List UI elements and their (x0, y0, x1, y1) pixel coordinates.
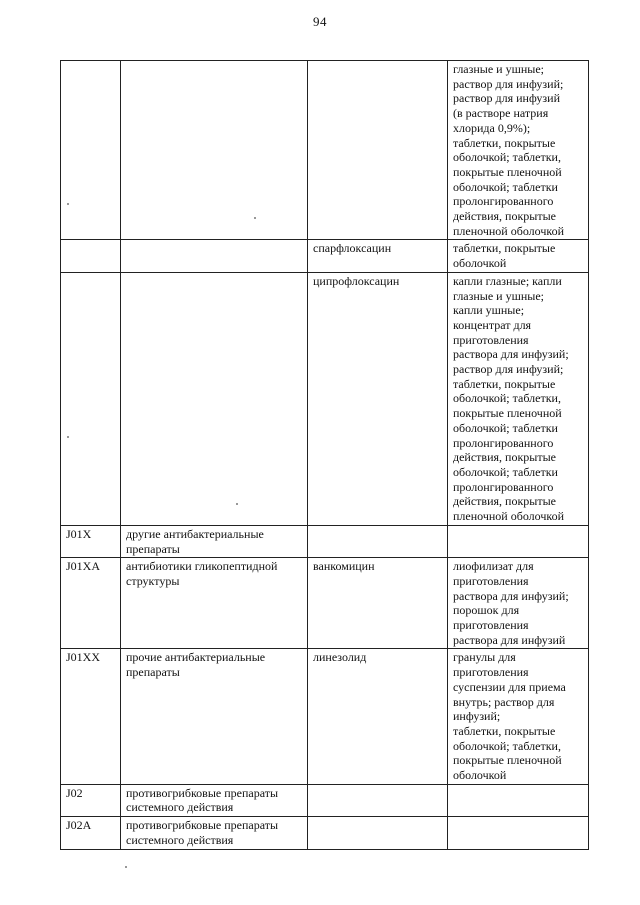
dosage-forms-line: пролонгированного (453, 194, 554, 209)
dosage-forms-cell (448, 817, 589, 849)
atc-code-cell (61, 272, 121, 525)
table-row (61, 240, 589, 272)
dosage-forms-line: глазные и ушные; (453, 288, 544, 303)
dosage-forms-line: оболочкой; таблетки (453, 464, 558, 479)
table-row (61, 817, 589, 849)
dosage-forms-line: оболочкой; таблетки (453, 179, 558, 194)
scan-speck (67, 436, 69, 438)
dosage-forms-line: раствор для инфузий; (453, 362, 564, 377)
drug-name-cell (308, 272, 448, 525)
group-name-line: препараты (126, 665, 180, 680)
group-name-cell (121, 558, 308, 649)
group-name-cell (121, 784, 308, 816)
drug-name-cell (308, 784, 448, 816)
group-name-cell (121, 61, 308, 240)
group-name-cell (121, 272, 308, 525)
dosage-forms-line: действия, покрытые (453, 450, 556, 465)
atc-code-text: J01X (66, 526, 92, 541)
dosage-forms-cell (448, 525, 589, 557)
dosage-forms-line: оболочкой; таблетки, (453, 391, 561, 406)
dosage-forms-line: таблетки, покрытые (453, 723, 556, 738)
dosage-forms-line: покрытые пленочной (453, 753, 562, 768)
scan-speck (236, 503, 238, 505)
scan-speck (254, 217, 256, 219)
dosage-forms-cell (448, 240, 589, 272)
atc-code-cell (61, 525, 121, 557)
group-name-line: системного действия (126, 832, 234, 847)
page-number: 94 (313, 14, 327, 29)
drug-name-text: линезолид (313, 650, 367, 665)
atc-code-cell (61, 558, 121, 649)
dosage-forms-line: оболочкой (453, 768, 507, 783)
dosage-forms-cell (448, 61, 589, 240)
dosage-forms-line: внутрь; раствор для (453, 694, 555, 709)
atc-code-cell (61, 240, 121, 272)
atc-code-cell (61, 784, 121, 816)
table-row (61, 272, 589, 525)
dosage-forms-line: пролонгированного (453, 435, 554, 450)
dosage-forms-line: раствор для инфузий; (453, 76, 564, 91)
group-name-line: противогрибковые препараты (126, 818, 279, 833)
drug-name-cell (308, 240, 448, 272)
dosage-forms-line: пролонгированного (453, 479, 554, 494)
dosage-forms-line: приготовления (453, 618, 529, 633)
dosage-forms-line: инфузий; (453, 709, 501, 724)
drug-name-text: спарфлоксацин (313, 241, 392, 256)
dosage-forms-line: таблетки, покрытые (453, 241, 556, 256)
dosage-forms-line: порошок для (453, 603, 520, 618)
dosage-forms-line: раствора для инфузий; (453, 347, 569, 362)
table-row (61, 525, 589, 557)
dosage-forms-line: оболочкой; таблетки (453, 420, 558, 435)
dosage-forms-line: раствора для инфузий (453, 632, 566, 647)
group-name-cell (121, 525, 308, 557)
table-row (61, 649, 589, 784)
dosage-forms-cell (448, 784, 589, 816)
scan-speck (125, 866, 127, 868)
dosage-forms-line: пленочной оболочкой (453, 509, 565, 524)
atc-code-cell (61, 61, 121, 240)
group-name-line: антибиотики гликопептидной (126, 559, 278, 574)
group-name-line: прочие антибактериальные (126, 650, 266, 665)
drug-table (60, 60, 589, 850)
atc-code-text: J02A (66, 818, 92, 833)
group-name-line: структуры (126, 573, 180, 588)
drug-name-cell (308, 817, 448, 849)
dosage-forms-line: капли глазные; капли (453, 273, 562, 288)
dosage-forms-line: суспензии для приема (453, 679, 566, 694)
dosage-forms-line: покрытые пленочной (453, 406, 562, 421)
dosage-forms-line: таблетки, покрытые (453, 376, 556, 391)
dosage-forms-line: (в растворе натрия (453, 106, 549, 121)
dosage-forms-line: гранулы для (453, 650, 516, 665)
dosage-forms-line: концентрат для (453, 317, 532, 332)
atc-code-cell (61, 817, 121, 849)
dosage-forms-line: действия, покрытые (453, 494, 556, 509)
dosage-forms-cell (448, 649, 589, 784)
drug-name-cell (308, 525, 448, 557)
dosage-forms-line: оболочкой (453, 256, 507, 271)
drug-name-text: ципрофлоксацин (313, 273, 400, 288)
dosage-forms-line: раствор для инфузий (453, 91, 560, 106)
group-name-cell (121, 817, 308, 849)
dosage-forms-cell (448, 272, 589, 525)
group-name-line: другие антибактериальные (126, 526, 264, 541)
dosage-forms-line: раствора для инфузий; (453, 588, 569, 603)
dosage-forms-line: оболочкой; таблетки, (453, 738, 561, 753)
table-row (61, 784, 589, 816)
atc-code-text: J01XA (66, 559, 101, 574)
dosage-forms-line: приготовления (453, 665, 529, 680)
dosage-forms-line: глазные и ушные; (453, 62, 544, 76)
drug-name-text: ванкомицин (313, 559, 375, 574)
dosage-forms-line: действия, покрытые (453, 209, 556, 224)
group-name-line: системного действия (126, 800, 234, 815)
dosage-forms-line: хлорида 0,9%); (453, 120, 531, 135)
dosage-forms-line: капли ушные; (453, 303, 525, 318)
group-name-cell (121, 240, 308, 272)
atc-code-cell (61, 649, 121, 784)
dosage-forms-line: оболочкой; таблетки, (453, 150, 561, 165)
dosage-forms-line: приготовления (453, 573, 529, 588)
dosage-forms-line: таблетки, покрытые (453, 135, 556, 150)
atc-code-text: J02 (66, 785, 83, 800)
drug-name-cell (308, 558, 448, 649)
dosage-forms-line: приготовления (453, 332, 529, 347)
dosage-forms-cell (448, 558, 589, 649)
table-row (61, 61, 589, 240)
scan-speck (67, 203, 69, 205)
group-name-line: противогрибковые препараты (126, 785, 279, 800)
group-name-cell (121, 649, 308, 784)
dosage-forms-line: лиофилизат для (453, 559, 534, 574)
drug-name-cell (308, 61, 448, 240)
dosage-forms-line: пленочной оболочкой (453, 223, 565, 238)
group-name-line: препараты (126, 541, 180, 556)
drug-name-cell (308, 649, 448, 784)
atc-code-text: J01XX (66, 650, 101, 665)
dosage-forms-line: покрытые пленочной (453, 164, 562, 179)
table-row (61, 558, 589, 649)
